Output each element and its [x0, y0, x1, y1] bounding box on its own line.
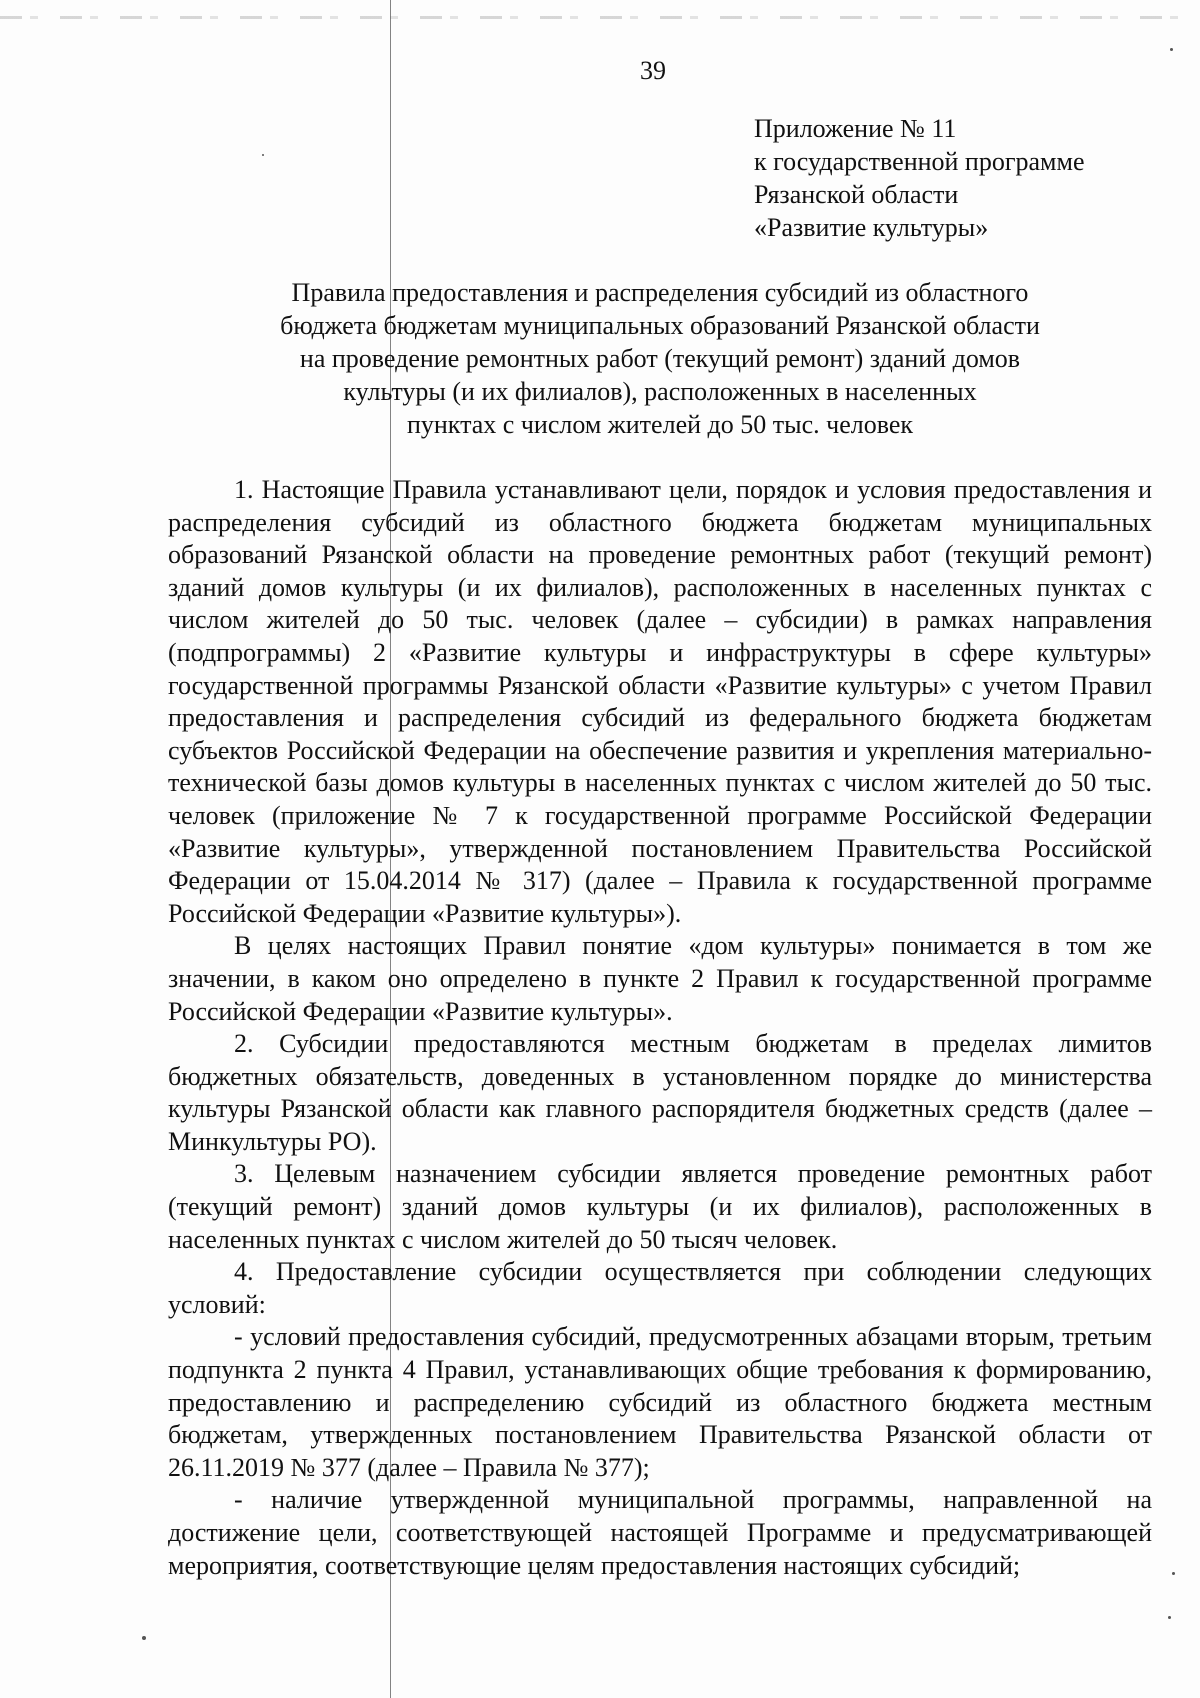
- document-body: [168, 474, 1152, 1582]
- title-line: Правила предоставления и распределения субсидий из областного: [291, 278, 1029, 307]
- appendix-line: «Развитие культуры»: [754, 213, 989, 242]
- title-line: культуры (и их филиалов), расположенных в населенных: [343, 377, 977, 406]
- paragraph-2: 2. Субсидии предоставляются местным бюджетам в пределах лимитов бюджетных обязательств, доведенных в установленном порядке до министерства культуры Рязанской области как главного распорядителя бюджетных средств (далее – Минкультуры РО).: [168, 1029, 1152, 1156]
- document-title: [168, 276, 1152, 441]
- title-line: пунктах с числом жителей до 50 тыс. человек: [406, 410, 914, 439]
- paragraph-4-condition-2: - наличие утвержденной муниципальной программы, направленной на достижение цели, соответствующей настоящей Программе и предусматривающей мероприятия, соответствующие целям предоставления настоящих субсидий;: [168, 1485, 1152, 1580]
- appendix-header: [754, 112, 1085, 244]
- scan-speck: [1170, 48, 1173, 51]
- appendix-line: Приложение № 11: [754, 114, 957, 143]
- paragraph-1: 1. Настоящие Правила устанавливают цели, порядок и условия предоставления и распределения субсидий из областного бюджета бюджетам муниципальных образований Рязанской области на проведение ремонтных работ (текущий ремонт) зданий домов культуры (и их филиалов), расположенных в населенных пунктах с числом жителей до 50 тыс. человек (далее – субсидии) в рамках направления (подпрограммы) 2 «Развитие культуры и инфраструктуры в сфере культуры» государственной программы Рязанской области «Развитие культуры» с учетом Правил предоставления и распределения субсидий из федерального бюджета бюджетам субъектов Российской Федерации на обеспечение развития и укрепления материально-технической базы домов культуры в населенных пунктах с числом жителей до 50 тыс. человек (приложение № 7 к государственной программе Российской Федерации «Развитие культуры», утвержденной постановлением Правительства Российской Федерации от 15.04.2014 № 317) (далее – Правила к государственной программе Российской Федерации «Развитие культуры»).: [168, 475, 1152, 928]
- scan-edge-artifact: [0, 16, 1200, 19]
- title-line: бюджета бюджетам муниципальных образований Рязанской области: [280, 311, 1040, 340]
- page-number: 39: [640, 56, 666, 85]
- paragraph-4: 4. Предоставление субсидии осуществляется при соблюдении следующих условий:: [168, 1257, 1152, 1319]
- appendix-line: к государственной программе: [754, 147, 1085, 176]
- scan-speck: [1168, 1616, 1171, 1619]
- scan-speck: [142, 1636, 146, 1640]
- appendix-line: Рязанской области: [754, 180, 959, 209]
- paragraph-1-definition: В целях настоящих Правил понятие «дом культуры» понимается в том же значении, в каком оно определено в пункте 2 Правил к государственной программе Российской Федерации «Развитие культуры».: [168, 931, 1152, 1026]
- paragraph-3: 3. Целевым назначением субсидии является проведение ремонтных работ (текущий ремонт) зданий домов культуры (и их филиалов), расположенных в населенных пунктах с числом жителей до 50 тысяч человек.: [168, 1159, 1152, 1254]
- title-line: на проведение ремонтных работ (текущий ремонт) зданий домов: [299, 344, 1021, 373]
- paragraph-4-condition-1: - условий предоставления субсидий, предусмотренных абзацами вторым, третьим подпункта 2 пункта 4 Правил, устанавливающих общие требования к формированию, предоставлению и распределению субсидий из областного бюджета местным бюджетам, утвержденных постановлением Правительства Рязанской области от 26.11.2019 № 377 (далее – Правила № 377);: [168, 1322, 1152, 1482]
- scan-speck: [1172, 1572, 1175, 1575]
- scan-speck: [262, 154, 264, 156]
